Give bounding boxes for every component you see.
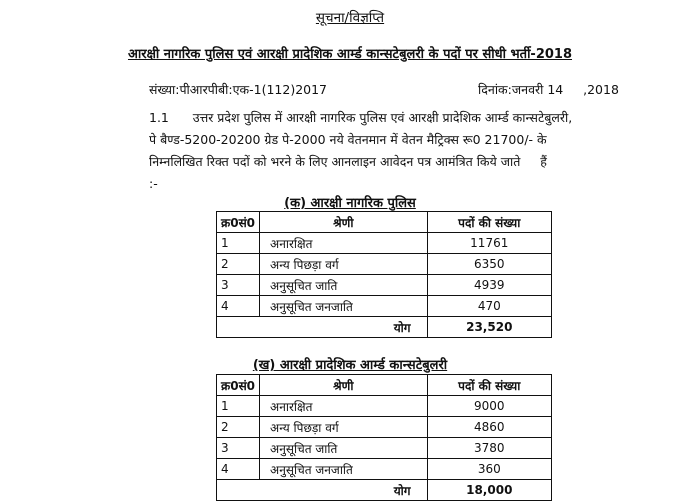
serial-cell: 4	[217, 459, 260, 480]
column-header-posts: पदों की संख्या	[427, 212, 551, 233]
table-row	[217, 275, 552, 296]
table-b	[216, 374, 552, 501]
reference-date: दिनांक:जनवरी 14 ,2018	[478, 82, 619, 97]
paragraph-line: निम्नलिखित रिक्त पदों को भरने के लिए आनलाइन आवेदन पत्र आमंत्रित किये जाते हैं	[149, 154, 547, 169]
posts-cell: 4939	[427, 275, 551, 296]
total-label: योग	[217, 317, 428, 338]
posts-cell: 11761	[427, 233, 551, 254]
serial-cell: 3	[217, 275, 260, 296]
table-row	[217, 254, 552, 275]
intro-paragraph	[149, 107, 629, 195]
column-header-serial: क्र0सं0	[217, 212, 260, 233]
table-header-row	[217, 375, 552, 396]
posts-cell: 6350	[427, 254, 551, 275]
column-header-category: श्रेणी	[260, 375, 428, 396]
posts-cell: 3780	[427, 438, 551, 459]
posts-cell: 470	[427, 296, 551, 317]
serial-cell: 2	[217, 254, 260, 275]
posts-cell: 9000	[427, 396, 551, 417]
table-row	[217, 459, 552, 480]
table-b-caption: (ख) आरक्षी प्रादेशिक आर्म्ड कान्सटेबुलरी	[252, 358, 448, 373]
posts-cell: 4860	[427, 417, 551, 438]
total-value: 18,000	[427, 480, 551, 501]
serial-cell: 1	[217, 396, 260, 417]
category-cell: अनारक्षित	[260, 233, 428, 254]
notice-title: सूचना/विज्ञप्ति	[315, 10, 385, 26]
table-a-caption: (क) आरक्षी नागरिक पुलिस	[284, 196, 416, 211]
table-total-row	[217, 480, 552, 501]
category-cell: अनुसूचित जाति	[260, 275, 428, 296]
table-row	[217, 396, 552, 417]
reference-number: संख्या:पीआरपीबी:एक-1(112)2017	[149, 82, 328, 97]
category-cell: अनुसूचित जनजाति	[260, 296, 428, 317]
paragraph-line: 1.1 उत्तर प्रदेश पुलिस में आरक्षी नागरिक पुलिस एवं आरक्षी प्रादेशिक आर्म्ड कान्सटेबुलरी,	[149, 110, 573, 125]
category-cell: अनारक्षित	[260, 396, 428, 417]
table-a	[216, 211, 552, 338]
column-header-category: श्रेणी	[260, 212, 428, 233]
table-row	[217, 296, 552, 317]
paragraph-line: पे बैण्ड-5200-20200 ग्रेड पे-2000 नये वेतनमान में वेतन मैट्रिक्स रू0 21700/- के	[149, 132, 547, 147]
category-cell: अन्य पिछड़ा वर्ग	[260, 254, 428, 275]
column-header-posts: पदों की संख्या	[427, 375, 551, 396]
serial-cell: 4	[217, 296, 260, 317]
serial-cell: 2	[217, 417, 260, 438]
serial-cell: 1	[217, 233, 260, 254]
table-row	[217, 438, 552, 459]
column-header-serial: क्र0सं0	[217, 375, 260, 396]
serial-cell: 3	[217, 438, 260, 459]
paragraph-line: :-	[149, 176, 158, 191]
table-total-row	[217, 317, 552, 338]
total-label: योग	[217, 480, 428, 501]
total-value: 23,520	[427, 317, 551, 338]
table-row	[217, 417, 552, 438]
category-cell: अनुसूचित जनजाति	[260, 459, 428, 480]
table-header-row	[217, 212, 552, 233]
document-heading: आरक्षी नागरिक पुलिस एवं आरक्षी प्रादेशिक आर्म्ड कान्सटेबुलरी के पदों पर सीधी भर्ती-2018	[127, 47, 573, 62]
posts-cell: 360	[427, 459, 551, 480]
category-cell: अन्य पिछड़ा वर्ग	[260, 417, 428, 438]
category-cell: अनुसूचित जाति	[260, 438, 428, 459]
table-row	[217, 233, 552, 254]
